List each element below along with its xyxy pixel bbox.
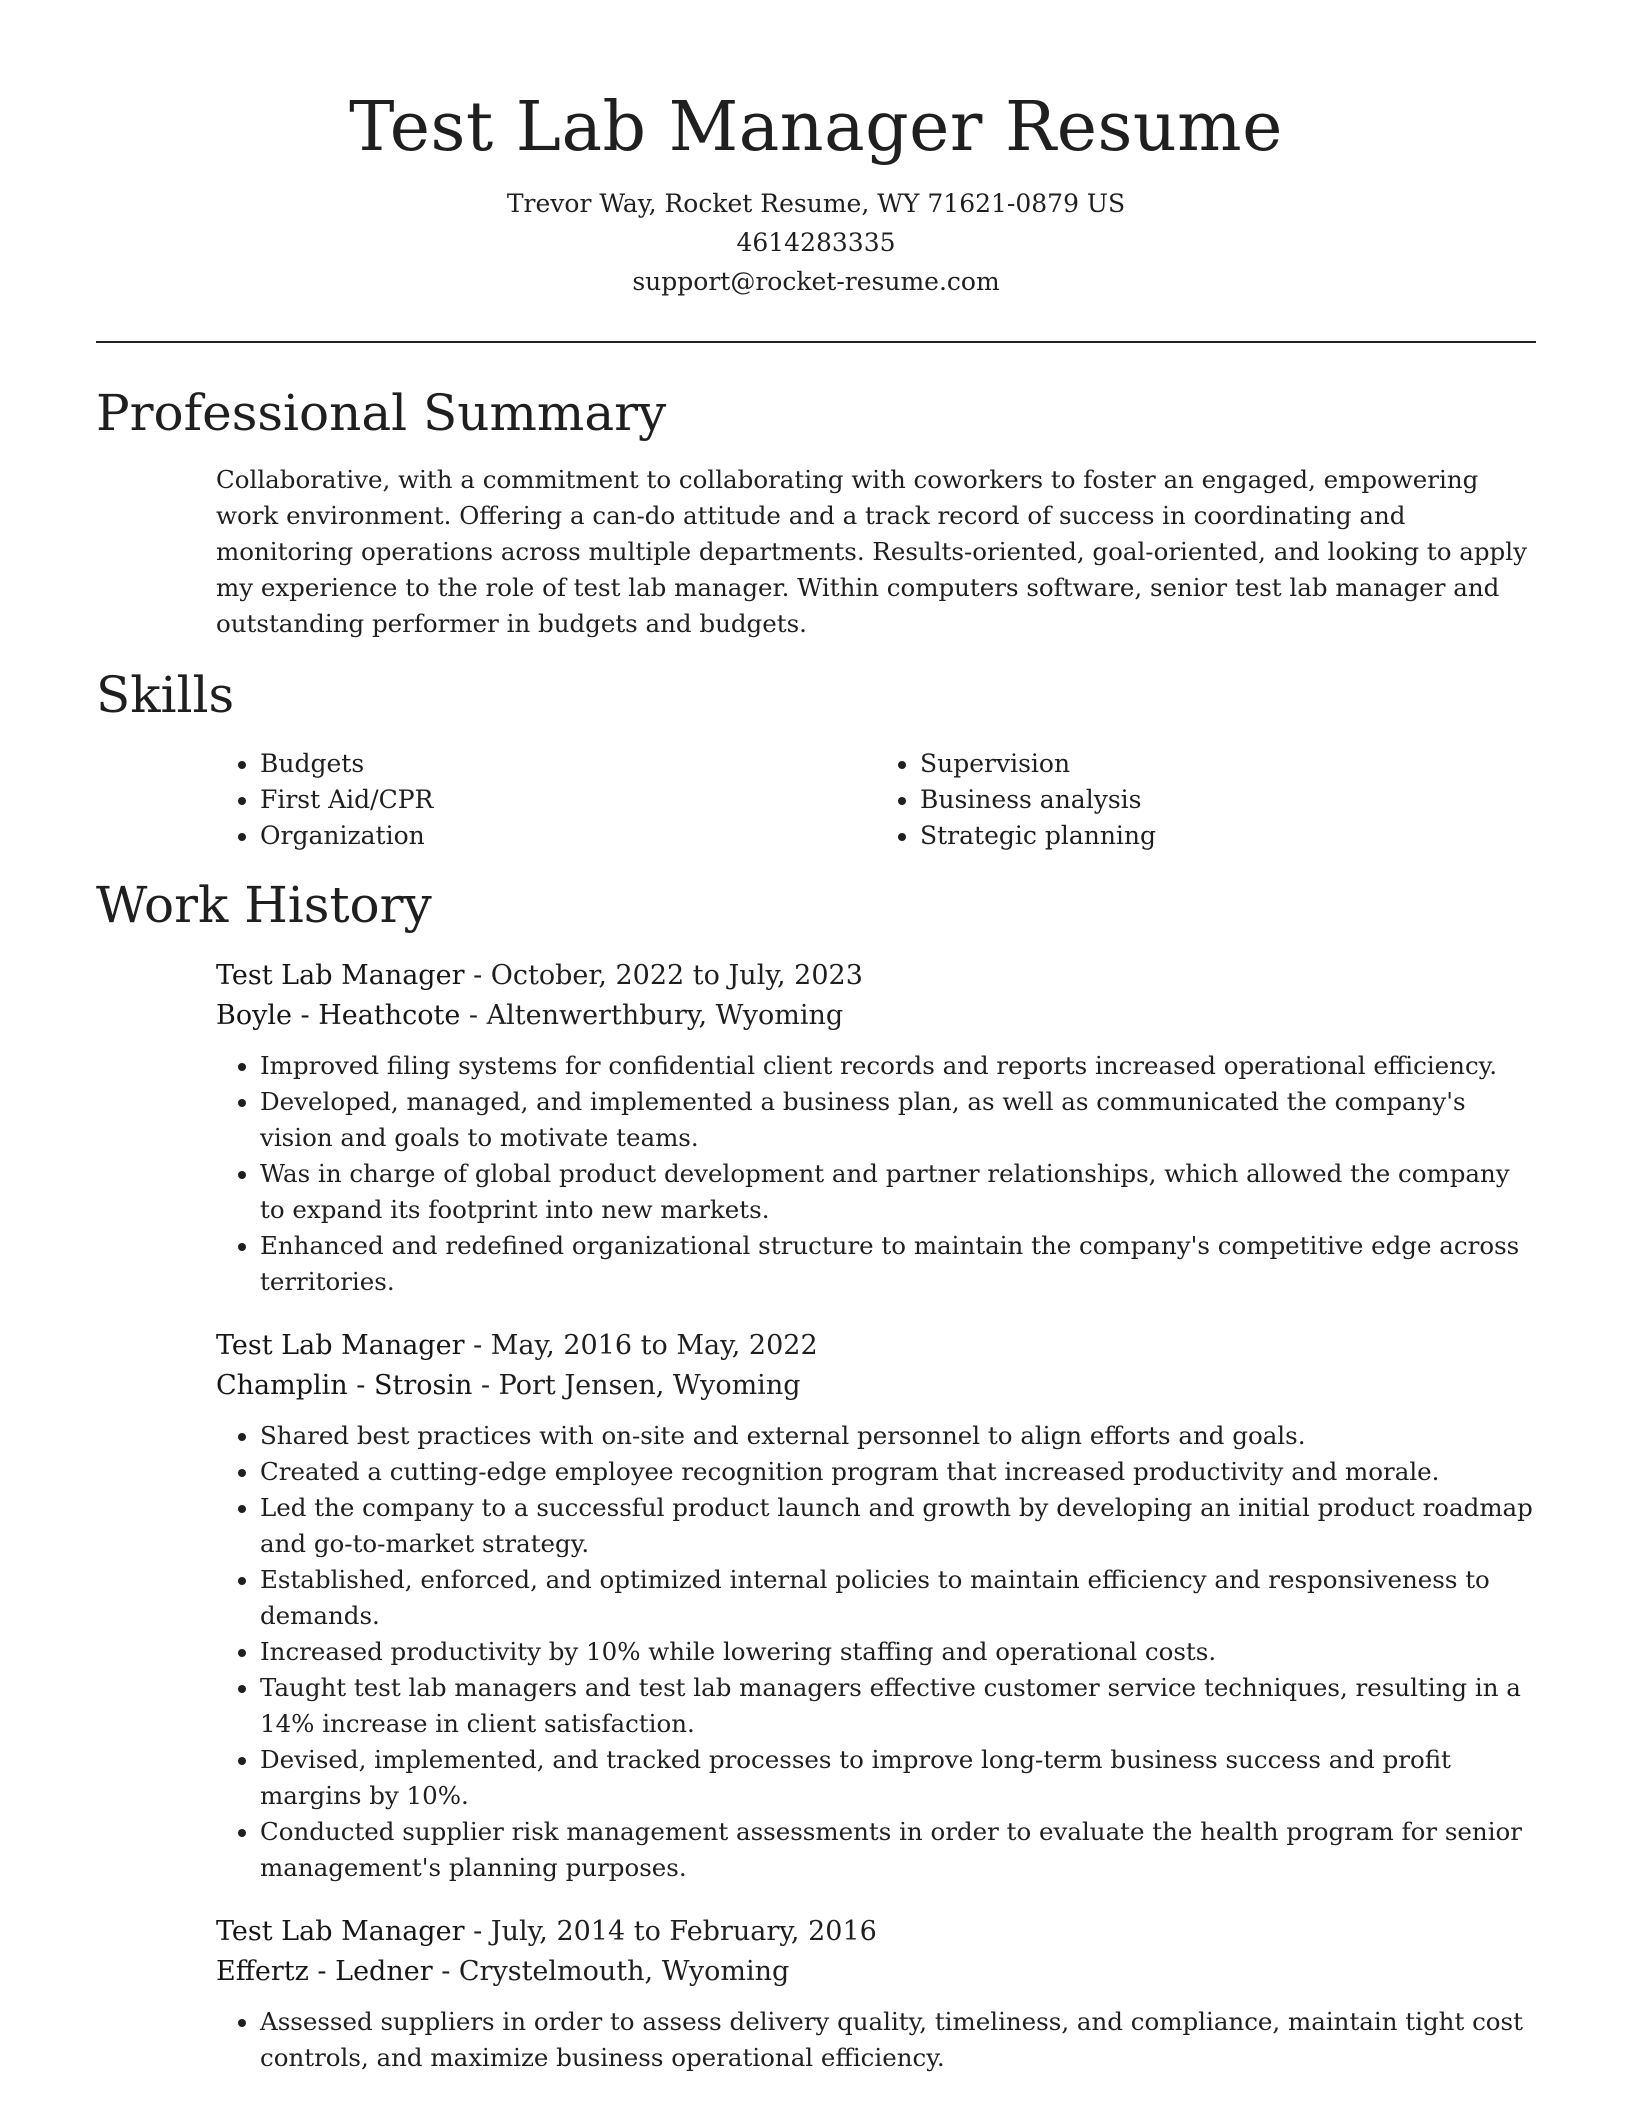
skill-item: • Supervision xyxy=(920,746,1536,782)
job-bullet: • Established, enforced, and optimized internal policies to maintain efficiency and responsiveness to demands. xyxy=(260,1562,1536,1634)
job-location: - Port Jensen, Wyoming xyxy=(472,1370,801,1401)
job-company: Boyle - Heathcote xyxy=(216,1000,461,1031)
work-history-heading: Work History xyxy=(96,876,432,934)
header-divider xyxy=(96,341,1536,343)
job-bullet: • Improved filing systems for confidential client records and reports increased operational efficiency. xyxy=(260,1048,1536,1084)
job-bullet: • Created a cutting-edge employee recognition program that increased productivity and morale. xyxy=(260,1454,1536,1490)
job-bullets xyxy=(216,1418,1536,1886)
job-title-line xyxy=(216,956,1536,996)
skills-column-right xyxy=(876,746,1536,854)
skills-list xyxy=(216,746,1536,854)
skills-heading: Skills xyxy=(96,666,235,724)
contact-phone: 4614283335 xyxy=(736,228,896,257)
job-entry xyxy=(216,1912,1536,2076)
job-bullet: • Developed, managed, and implemented a business plan, as well as communicated the company's vision and goals to motivate teams. xyxy=(260,1084,1536,1156)
skill-item: • Budgets xyxy=(260,746,876,782)
summary-text: Collaborative, with a commitment to collaborating with coworkers to foster an engaged, empowering work environment. Offering a can-do attitude and a track record of success in coordinating and monitoring operations across multiple departments. Results-oriented, goal-oriented, and looking to apply my experience to the role of test lab manager. Within computers software, senior test lab manager and outstanding performer in budgets and budgets. xyxy=(216,465,1527,638)
resume-header xyxy=(0,0,1632,301)
summary-heading: Professional Summary xyxy=(96,384,667,442)
job-bullet: • Was in charge of global product development and partner relationships, which allowed the company to expand its footprint into new markets. xyxy=(260,1156,1536,1228)
job-company-line xyxy=(216,1366,1536,1406)
job-bullet: • Devised, implemented, and tracked processes to improve long-term business success and profit margins by 10%. xyxy=(260,1742,1536,1814)
skill-item: • Organization xyxy=(260,818,876,854)
skill-item: • First Aid/CPR xyxy=(260,782,876,818)
job-bullet: • Enhanced and redefined organizational structure to maintain the company's competitive edge across territories. xyxy=(260,1228,1536,1300)
job-company-line xyxy=(216,996,1536,1036)
skills-column-left xyxy=(216,746,876,854)
job-company-line xyxy=(216,1952,1536,1992)
job-location: - Crystelmouth, Wyoming xyxy=(432,1956,790,1987)
resume-title: Test Lab Manager Resume xyxy=(349,88,1283,167)
job-bullet: • Conducted supplier risk management assessments in order to evaluate the health program for senior management's planning purposes. xyxy=(260,1814,1536,1886)
job-company: Effertz - Ledner xyxy=(216,1956,433,1987)
job-title-line xyxy=(216,1912,1536,1952)
job-entry xyxy=(216,1326,1536,1886)
job-bullet: • Shared best practices with on-site and external personnel to align efforts and goals. xyxy=(260,1418,1536,1454)
job-bullet: • Taught test lab managers and test lab managers effective customer service techniques, resulting in a 14% increase in client satisfaction. xyxy=(260,1670,1536,1742)
job-title: Test Lab Manager xyxy=(216,1330,465,1361)
skill-item: • Business analysis xyxy=(920,782,1536,818)
job-bullets xyxy=(216,2004,1536,2076)
job-dates: - October, 2022 to July, 2023 xyxy=(464,960,863,991)
job-title-line xyxy=(216,1326,1536,1366)
job-dates: - May, 2016 to May, 2022 xyxy=(464,1330,818,1361)
job-dates: - July, 2014 to February, 2016 xyxy=(464,1916,877,1947)
job-entry xyxy=(216,956,1536,1300)
job-location: - Altenwerthbury, Wyoming xyxy=(460,1000,844,1031)
job-title: Test Lab Manager xyxy=(216,1916,465,1947)
skill-item: • Strategic planning xyxy=(920,818,1536,854)
job-bullet: • Assessed suppliers in order to assess delivery quality, timeliness, and compliance, maintain tight cost controls, and maximize business operational efficiency. xyxy=(260,2004,1536,2076)
contact-email: support@rocket-resume.com xyxy=(632,267,1000,296)
contact-address: Trevor Way, Rocket Resume, WY 71621-0879 US xyxy=(506,189,1126,218)
job-bullet: • Led the company to a successful product launch and growth by developing an initial product roadmap and go-to-market strategy. xyxy=(260,1490,1536,1562)
job-title: Test Lab Manager xyxy=(216,960,465,991)
contact-block xyxy=(0,184,1632,301)
job-bullets xyxy=(216,1048,1536,1300)
work-history-list xyxy=(216,956,1536,2102)
job-company: Champlin - Strosin xyxy=(216,1370,473,1401)
job-bullet: • Increased productivity by 10% while lowering staffing and operational costs. xyxy=(260,1634,1536,1670)
